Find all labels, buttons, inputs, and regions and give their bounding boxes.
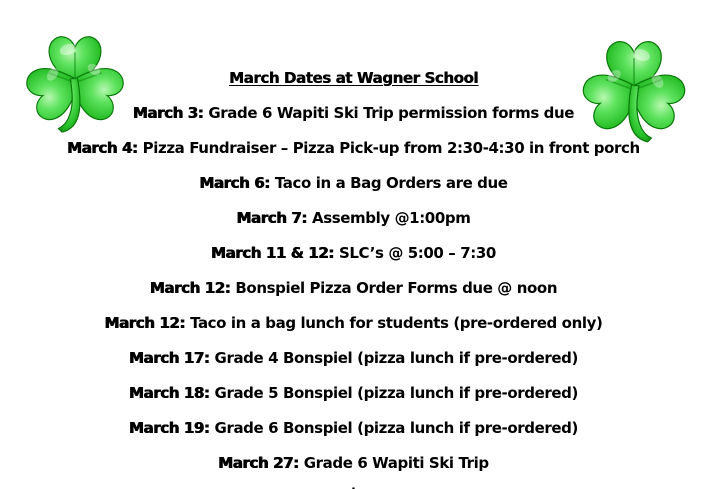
events-list <box>67 95 640 480</box>
event-date: March 12: <box>149 278 231 297</box>
event-line <box>67 410 640 445</box>
event-desc: Grade 6 Wapiti Ski Trip <box>303 453 489 472</box>
event-line <box>67 200 640 235</box>
event-line <box>67 270 640 305</box>
event-line <box>67 375 640 410</box>
footer-period: . <box>351 478 356 489</box>
event-date: March 19: <box>129 418 210 437</box>
event-date: March 18: <box>129 383 210 402</box>
page-title: March Dates at Wagner School <box>228 68 479 87</box>
event-desc: Grade 5 Bonspiel (pizza lunch if pre-ordered) <box>214 383 578 402</box>
event-date: March 7: <box>236 208 308 227</box>
event-line <box>67 165 640 200</box>
event-line <box>67 305 640 340</box>
event-date: March 27: <box>218 453 299 472</box>
event-line <box>67 340 640 375</box>
event-desc: Assembly @1:00pm <box>312 208 471 227</box>
event-desc: Grade 6 Bonspiel (pizza lunch if pre-ordered) <box>214 418 578 437</box>
event-date: March 6: <box>199 173 270 192</box>
event-line <box>67 445 640 480</box>
event-date: March 12: <box>104 313 186 332</box>
event-desc: Taco in a Bag Orders are due <box>274 173 508 192</box>
event-desc: Bonspiel Pizza Order Forms due @ noon <box>235 278 558 297</box>
event-desc: Pizza Fundraiser – Pizza Pick-up from 2:30-4:30 in front porch <box>142 138 640 157</box>
event-desc: SLC’s @ 5:00 – 7:30 <box>338 243 496 262</box>
events-content <box>0 60 707 489</box>
event-date: March 11 & 12: <box>211 243 334 262</box>
event-date: March 4: <box>67 138 138 157</box>
event-date: March 3: <box>132 103 204 122</box>
event-line <box>67 235 640 270</box>
event-date: March 17: <box>129 348 210 367</box>
event-desc: Grade 4 Bonspiel (pizza lunch if pre-ordered) <box>214 348 578 367</box>
event-desc: Taco in a bag lunch for students (pre-ordered only) <box>190 313 603 332</box>
title-line <box>229 60 478 95</box>
event-line <box>67 95 640 130</box>
event-line <box>67 130 640 165</box>
event-desc: Grade 6 Wapiti Ski Trip permission forms due <box>208 103 575 122</box>
